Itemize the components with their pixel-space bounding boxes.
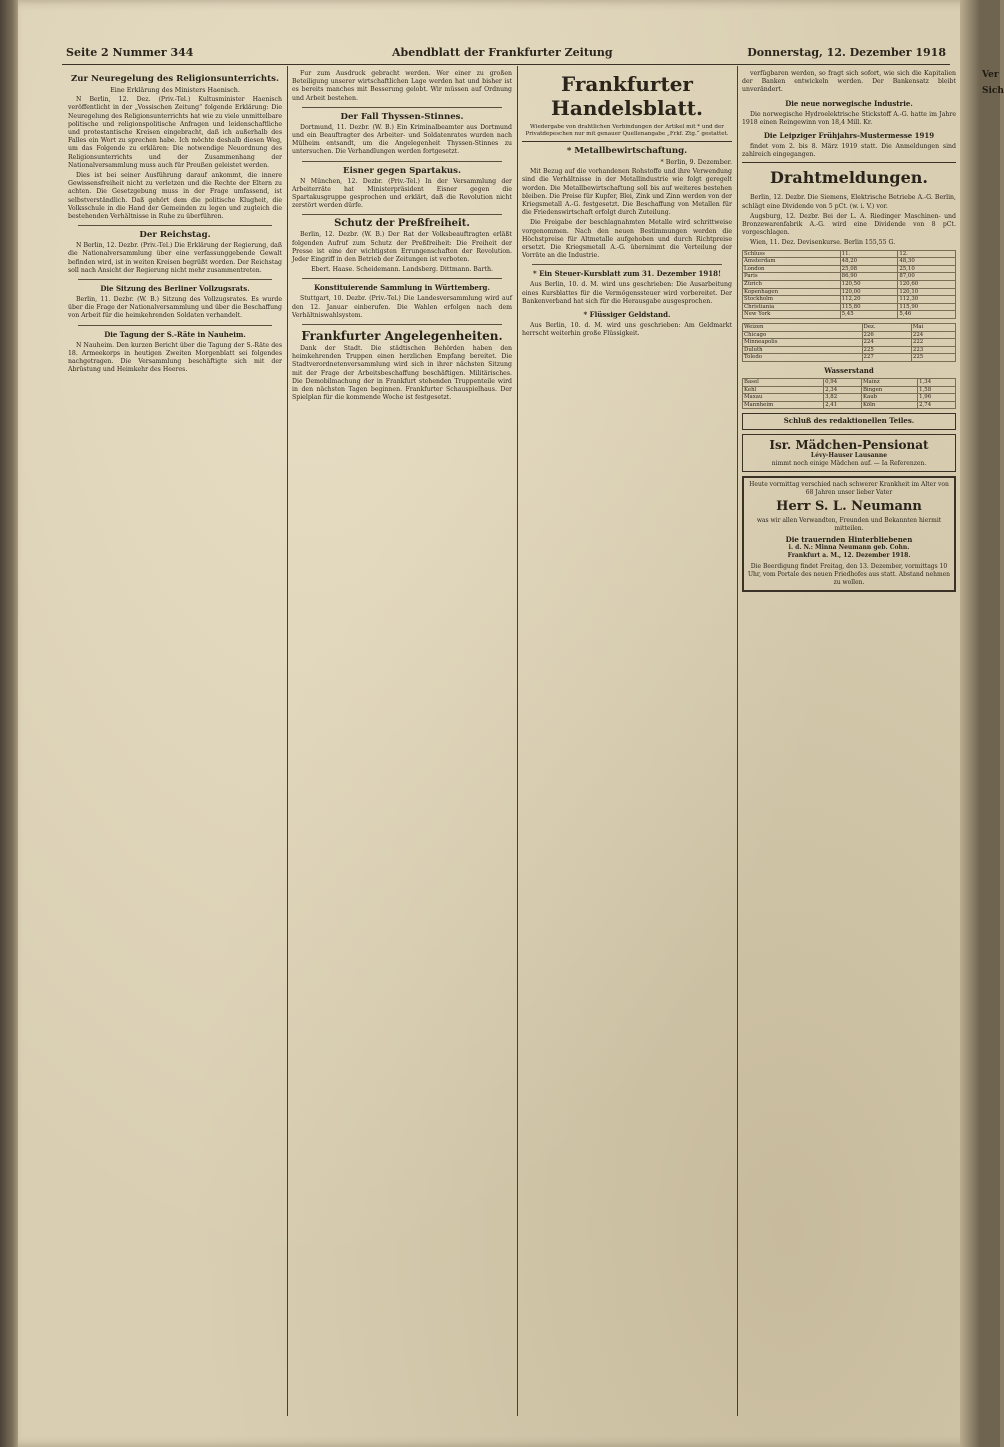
separator <box>78 279 272 280</box>
headline-norway: Die neue norwegische Industrie. <box>785 98 913 108</box>
separator <box>78 225 272 226</box>
table-row <box>743 288 956 296</box>
article-reichstag-text: N Berlin, 12. Dezbr. (Priv.-Tel.) Die Erklärung der Regierung, daß die Nationalversammlung über eine verfassunggebende Gewalt befinden wird, ist in weiten Kreisen begrüßt worden. Der Reichstag soll nach Ansicht der Regierung nicht mehr zusammentreten. <box>68 242 282 274</box>
table-cell: Zürich <box>743 281 841 289</box>
column-rule-2 <box>517 66 518 1416</box>
separator <box>302 278 502 279</box>
table-row <box>743 265 956 273</box>
table-cell: Toledo <box>743 354 863 362</box>
separator <box>78 325 272 326</box>
advert-pensionat-text: nimmt noch einige Mädchen auf. — Ia Referenzen. <box>771 459 927 467</box>
table-header-row <box>743 323 956 331</box>
column-rule-1 <box>287 66 288 1416</box>
article-banks-text: verfügbaren werden, so fragt sich sofort, wie sich die Kapitalien der Banken entwickeln werden. Der Bankensatz bleibt unverändert. <box>742 70 956 94</box>
article-frankfurt-text: Dank der Stadt. Die städtischen Behörden haben den heimkehrenden Truppen einen herzlichen Empfang bereitet. Die Stadtverordnetenversammlung wird sich in ihrer nächsten Sitzung mit der Frage der Arbeitsbeschaffung beschäftigen. Militärisches. Die Demobilmachung der in Frankfurt stehenden Truppenteile wird in den nächsten Tagen beginnen. Frankfurter Schauspielhaus. Der Spielplan für die kommende Woche ist festgesetzt. <box>292 345 512 402</box>
separator <box>302 214 502 215</box>
exchange-rate-table <box>742 250 956 319</box>
headline-thyssen: Der Fall Thyssen-Stinnes. <box>340 111 464 122</box>
article-metall-text: Mit Bezug auf die vorhandenen Rohstoffe und ihre Verwendung sind die Verhältnisse in der Metallindustrie wie folgt geregelt worden. Die Metallbewirtschaftung soll bis auf weiteres bestehen bleiben. Die Preise für Kupfer, Blei, Zink und Zinn werden von der Kriegsmetall A.-G. festgesetzt. Die Beschaffung von Metallen für die Friedenswirtschaft erfolgt durch Zuteilung. <box>522 168 732 217</box>
table-header: Weizen <box>743 323 863 331</box>
table-cell: 87,00 <box>898 273 956 281</box>
article-continued-text: Fur zum Ausdruck gebracht werden. Wer einer zu großen Beteiligung unserer wirtschaftlichen Lage werden hat und bisher ist es bereits manches mit Besserung gelobt. Wir müssen auf Ordnung und Arbeit bestehen. <box>292 70 512 102</box>
table-cell: 48,20 <box>840 258 898 266</box>
table-cell: 0,94 <box>824 378 862 386</box>
table-cell: 1,58 <box>918 386 956 394</box>
section-title-handelsblatt: Frankfurter Handelsblatt. <box>551 72 703 120</box>
table-cell: 86,90 <box>840 273 898 281</box>
table-header: Mai <box>911 323 955 331</box>
obituary-intro: Heute vormittag verschied nach schwerer Krankheit im Alter von 68 Jahren unser lieber Vater <box>749 480 949 496</box>
table-cell: 120,00 <box>840 288 898 296</box>
table-row <box>743 401 956 409</box>
table-cell: Mannheim <box>743 401 824 409</box>
editorial-end-notice: Schluß des redaktionellen Teiles. <box>742 413 956 429</box>
table-cell: Kehl <box>743 386 824 394</box>
section-rule <box>522 141 732 142</box>
column-rule-3 <box>737 66 738 1416</box>
table-cell: 120,60 <box>898 281 956 289</box>
separator <box>302 161 502 162</box>
table-cell: 112,20 <box>840 296 898 304</box>
obituary-notice <box>742 476 956 592</box>
obituary-sign-2: i. d. N.: Minna Neumann geb. Cohn. <box>788 543 910 551</box>
dateline-metall: * Berlin, 9. Dezember. <box>660 158 732 166</box>
separator <box>302 107 502 108</box>
table-cell: Mainz <box>861 378 917 386</box>
header-rule <box>62 64 950 65</box>
table-cell: 120,50 <box>840 281 898 289</box>
article-religion-text: N Berlin, 12. Dez. (Priv.-Tel.) Kultusminister Haenisch veröffentlicht in der „Vossischen Zeitung“ folgende Erklärung: Die Neuregelung des Religionsunterrichts hat wie zu viele unmittelbare politische und religionspolitische Anfragen und leidenschaftliche und protestantische Kreisen eingebracht, daß ich außerhalb des Falles ein Wort zu sprechen habe. Ich möchte deshalb diesen Weg, um das Folgende zu erklären: Die notwendige Neuordnung des Religionsunterrichts und der Zusammenhang der Nationalversammlung muss auch für Preußen geleistet werden. <box>68 96 282 169</box>
table-cell: 112,30 <box>898 296 956 304</box>
table-row <box>743 303 956 311</box>
table-cell: Minneapolis <box>743 339 863 347</box>
table-cell: 3,82 <box>824 394 862 402</box>
table-cell: 223 <box>911 346 955 354</box>
water-level-table <box>742 378 956 409</box>
table-cell: 48,30 <box>898 258 956 266</box>
table-cell: Basel <box>743 378 824 386</box>
table-cell: Amsterdam <box>743 258 841 266</box>
adjacent-text-a: Ver <box>982 70 999 80</box>
masthead: Abendblatt der Frankfurter Zeitung <box>392 46 613 59</box>
table-header: 12. <box>898 250 956 258</box>
article-vollzugsrat-text: Berlin, 11. Dezbr. (W. B.) Sitzung des Vollzugsrates. Es wurde über die Frage der Nationalversammlung und über die Beschaffung von Arbeit für die heimkehrenden Soldaten verhandelt. <box>68 296 282 320</box>
column-3 <box>522 70 732 1415</box>
separator <box>302 324 502 325</box>
article-pressfreiheit-text: Berlin, 12. Dezbr. (W. B.) Der Rat der Volksbeauftragten erläßt folgenden Aufruf zum Schutz der Preßfreiheit: Die Freiheit der Presse ist eine der wichtigsten Errungenschaften der Revolution. Jeder Eingriff in den Betrieb der Zeitungen ist verboten. <box>292 231 512 264</box>
table-cell: 1,96 <box>918 394 956 402</box>
table-row <box>743 394 956 402</box>
table-cell: 120,10 <box>898 288 956 296</box>
adjacent-page-strip <box>980 0 1004 1447</box>
table-header-row <box>743 250 956 258</box>
table-cell: 25,10 <box>898 265 956 273</box>
book-binding <box>0 0 18 1447</box>
table-cell: Kaub <box>861 394 917 402</box>
table-header: Dez. <box>862 323 911 331</box>
table-row <box>743 346 956 354</box>
headline-steuerkursblatt: * Ein Steuer-Kursblatt zum 31. Dezember 1918! <box>532 269 722 279</box>
table-row <box>743 273 956 281</box>
table-row <box>743 378 956 386</box>
subhead-religion: Eine Erklärung des Ministers Haenisch. <box>110 86 240 94</box>
headline-wuerttemberg: Konstituierende Sammlung in Württemberg. <box>314 283 490 293</box>
article-geldstand-text: Aus Berlin, 10. d. M. wird uns geschrieben: Am Geldmarkt herrscht weiterhin große Flüssigkeit. <box>522 322 732 338</box>
table-cell: 225 <box>911 354 955 362</box>
section-title-drahtmeldungen: Drahtmeldungen. <box>770 168 928 188</box>
obituary-name: Herr S. L. Neumann <box>776 498 922 514</box>
article-thyssen-text: Dortmund, 11. Dezbr. (W. B.) Ein Kriminalbeamter aus Dortmund und ein Beauftragter des Arbeiter- und Soldatenrates wurden nach Mülheim entsandt, um die Angelegenheit Thyssen-Stinnes zu untersuchen. Die Verhandlungen werden fortgesetzt. <box>292 123 512 156</box>
table-cell: Köln <box>861 401 917 409</box>
table-row <box>743 331 956 339</box>
table-cell: London <box>743 265 841 273</box>
article-eisner-text: N München, 12. Dezbr. (Priv.-Tel.) In der Versammlung der Arbeiterräte hat Ministerpräsident Eisner gegen die Spartakusgruppe gesprochen und erklärt, daß die Revolution nicht zerstört werden dürfe. <box>292 177 512 210</box>
table-cell: 5,45 <box>840 311 898 319</box>
headline-geldstand: * Flüssiger Geldstand. <box>583 310 671 320</box>
headline-nauheim: Die Tagung der S.-Räte in Nauheim. <box>104 329 246 339</box>
table-row <box>743 258 956 266</box>
obituary-footer: Die Beerdigung findet Freitag, den 13. Dezember, vormittags 10 Uhr, vom Portale des neuen Friedhofes aus statt. Abstand nehmen zu wollen. <box>747 562 951 586</box>
page-number: Seite 2 Nummer 344 <box>66 46 194 59</box>
headline-reichstag: Der Reichstag. <box>139 230 211 241</box>
table-cell: Duluth <box>743 346 863 354</box>
table-cell: 25,08 <box>840 265 898 273</box>
page-header <box>62 46 950 64</box>
table-cell: 2,74 <box>918 401 956 409</box>
article-leipzig-text: findet vom 2. bis 8. März 1919 statt. Die Anmeldungen sind zahlreich eingegangen. <box>742 143 956 159</box>
article-pressfreiheit-signatures: Ebert. Haase. Scheidemann. Landsberg. Dittmann. Barth. <box>311 266 493 274</box>
adjacent-text-b: Sich <box>982 86 1004 96</box>
table-cell: Kopenhagen <box>743 288 841 296</box>
grain-table <box>742 323 956 362</box>
obituary-place: Frankfurt a. M., 12. Dezember 1918. <box>787 551 911 559</box>
table-cell: 222 <box>911 339 955 347</box>
headline-vollzugsrat: Die Sitzung des Berliner Vollzugsrats. <box>100 284 250 294</box>
wire-siemens: Berlin, 12. Dezbr. Die Siemens, Elektrische Betriebe A.-G. Berlin, schlägt eine Dividende von 5 pCt. (w. i. V.) vor. <box>742 194 956 210</box>
table-cell: Chicago <box>743 331 863 339</box>
table-cell: 2,41 <box>824 401 862 409</box>
obituary-sign: Die trauernden Hinterbliebenen <box>785 534 913 544</box>
headline-eisner: Eisner gegen Spartakus. <box>343 165 461 176</box>
headline-wasserstand: Wasserstand <box>824 365 874 375</box>
obituary-text: was wir allen Verwandten, Freunden und Bekannten hiermit mitteilen. <box>756 516 942 532</box>
headline-pressfreiheit: Schutz der Preßfreiheit. <box>334 218 470 230</box>
table-cell: Paris <box>743 273 841 281</box>
reprint-notice: Wiedergabe von drahtlichen Verbindungen der Artikel mit * und der Privatdepeschen nur mit genauer Quellenangabe „Frkf. Ztg.“ gestattet. <box>525 124 729 137</box>
advert-pensionat <box>742 434 956 472</box>
table-cell: 115,90 <box>898 303 956 311</box>
table-row <box>743 296 956 304</box>
table-cell: New York <box>743 311 841 319</box>
table-row <box>743 339 956 347</box>
column-4 <box>742 70 956 1415</box>
advert-pensionat-title: Isr. Mädchen-Pensionat <box>769 437 929 452</box>
article-wuerttemberg-text: Stuttgart, 10. Dezbr. (Priv.-Tel.) Die Landesversammlung wird auf den 12. Januar einberufen. Die Wahlen erfolgen nach dem Verhältniswahlsystem. <box>292 295 512 319</box>
table-row <box>743 311 956 319</box>
section-rule <box>742 162 956 163</box>
headline-leipzig: Die Leipziger Frühjahrs-Mustermesse 1919 <box>763 131 935 141</box>
headline-frankfurt: Frankfurter Angelegenheiten. <box>301 329 503 344</box>
article-metall-text-2: Die Freigabe der beschlagnahmten Metalle wird schrittweise vorgenommen. Nach den neuen Bestimmungen werden die Höchstpreise für Altmetalle aufgehoben und durch Richtpreise ersetzt. Die Kriegsmetall A.-G. übernimmt die Verteilung der Vorräte an die Industrie. <box>522 219 732 260</box>
table-cell: 115,80 <box>840 303 898 311</box>
column-1 <box>68 70 282 1415</box>
table-cell: 1,34 <box>918 378 956 386</box>
article-religion-text-2: Dies ist bei seiner Ausführung darauf ankommt, die innere Gewissensfreiheit nicht zu verletzen und die Rechte der Eltern zu achten. Die Gesetzgebung muss in der Frage umfassend, ist selbstverständlich. Daß gehört dem die politische Klugheit, die Volksschule in die Hand der Gemeinden zu legen und zugleich die bestehenden Verhältnisse in Ruhe zu überführen. <box>68 172 282 221</box>
table-row <box>743 281 956 289</box>
advert-pensionat-sub: Lévy-Hauser Lausanne <box>810 451 888 459</box>
table-row <box>743 386 956 394</box>
article-norway-text: Die norwegische Hydroelektrische Stickstoff A.-G. hatte im Jahre 1918 einen Reingewinn von 18,4 Mill. Kr. <box>742 110 956 126</box>
table-header: Schluss <box>743 250 841 258</box>
table-cell: Bingen <box>861 386 917 394</box>
table-cell: 227 <box>862 354 911 362</box>
table-header: 11. <box>840 250 898 258</box>
table-cell: 225 <box>862 346 911 354</box>
table-cell: 5,46 <box>898 311 956 319</box>
issue-date: Donnerstag, 12. Dezember 1918 <box>747 46 946 59</box>
table-cell: 224 <box>862 339 911 347</box>
table-cell: Maxau <box>743 394 824 402</box>
table-cell: 224 <box>911 331 955 339</box>
article-steuerkursblatt-text: Aus Berlin, 10. d. M. wird uns geschrieben: Die Ausarbeitung eines Kursblattes für die Vermögenssteuer wird vorbereitet. Der Bankenverband hat sich für die Herausgabe ausgesprochen. <box>522 281 732 305</box>
wire-augsburg: Augsburg, 12. Dezbr. Bei der L. A. Riedinger Maschinen- und Bronzewarenfabrik A.-G. wird eine Dividende von 8 pCt. vorgeschlagen. <box>742 212 956 237</box>
article-nauheim-text: N Nauheim. Den kurzen Bericht über die Tagung der S.-Räte des 18. Armeekorps in heutigen Zweiten Morgenblatt sei folgendes nachgetragen. Die Versammlung beschäftigte sich mit der Abrüstung und Heimkehr des Heeres. <box>68 341 282 374</box>
column-2 <box>292 70 512 1415</box>
table-cell: 2,34 <box>824 386 862 394</box>
separator <box>532 264 722 265</box>
table-cell: Christiania <box>743 303 841 311</box>
table-cell: Stockholm <box>743 296 841 304</box>
table-cell: 226 <box>862 331 911 339</box>
wire-wien: Wien, 11. Dez. Devisenkurse. Berlin 155,55 G. <box>750 239 896 247</box>
table-row <box>743 354 956 362</box>
page-edge-shadow <box>960 0 980 1447</box>
headline-metall: * Metallbewirtschaftung. <box>566 146 688 156</box>
headline-religion: Zur Neuregelung des Religionsunterrichts. <box>71 74 279 84</box>
